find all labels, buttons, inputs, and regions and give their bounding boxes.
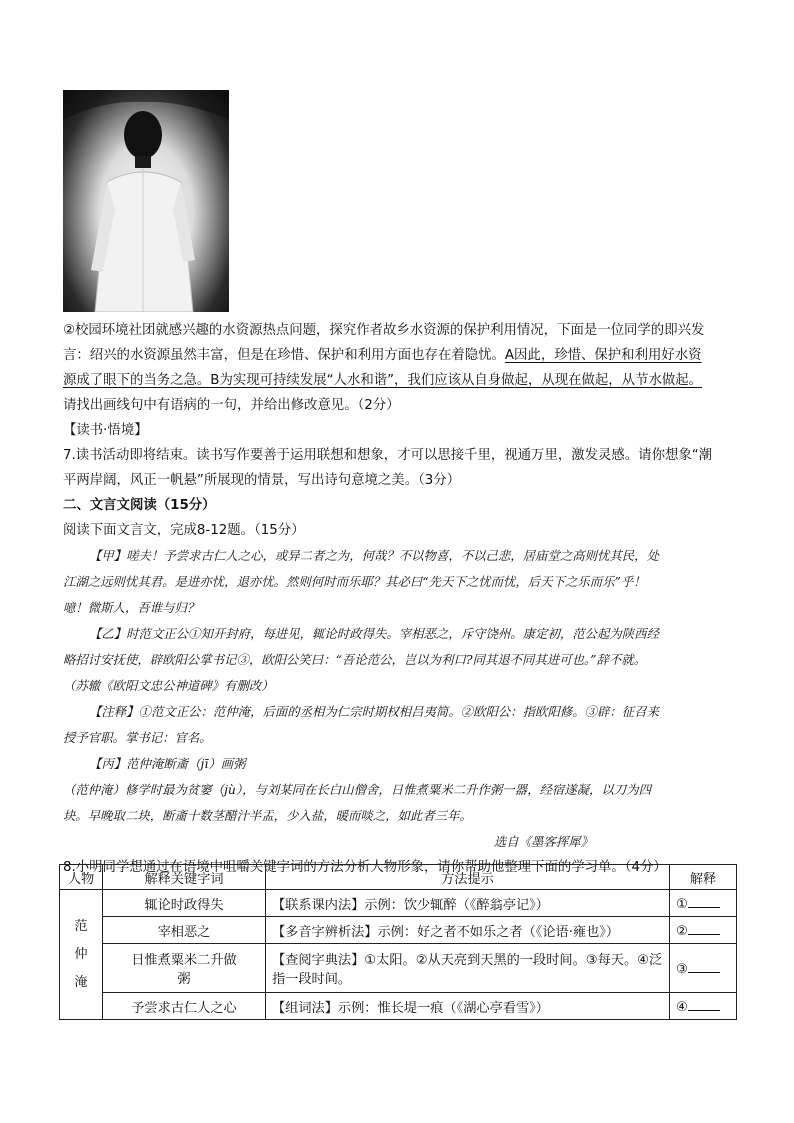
key-word-cell: [103, 944, 266, 993]
study-worksheet-table: [59, 864, 737, 1020]
answer-number: ①: [676, 896, 688, 912]
method-hint-cell: 【联系课内法】示例：饮少辄醉（《醉翁亭记》）: [266, 890, 670, 917]
passage-jia-line: 【甲】嗟夫！予尝求古仁人之心，或异二者之为，何哉？不以物喜，不以己悲，居庙堂之高则忧其民，处: [89, 548, 659, 563]
table-header: 解释: [670, 865, 737, 890]
passage-jia-line: 噫！微斯人，吾谁与归？: [63, 600, 200, 615]
passage-yi-line: 略招讨安抚使，辟欧阳公掌书记③，欧阳公笑曰：“吾论范公，岂以为利口?同其退不同其进可也。”辞不就。: [63, 652, 647, 667]
q6-underlined-sentence: 源成了眼下的当务之急。B为实现可持续发展“人水和谐”，我们应该从自身做起，从现在做起，从节水做起。: [63, 373, 703, 388]
person-char: 范: [74, 918, 88, 934]
answer-blank[interactable]: [688, 895, 720, 908]
q6-question: 请找出画线句中有语病的一句，并给出修改意见。（2分）: [63, 398, 400, 413]
portrait-figure-icon: [63, 90, 229, 312]
section-title: 二、文言文阅读（15分）: [63, 498, 216, 513]
classical-passages: [63, 543, 743, 855]
q6-underlined-sentence: A因此，珍惜、保护和利用好水资: [504, 348, 702, 363]
q7-line: 平两岸阔，风正一帆悬”所展现的情景，写出诗句意境之美。（3分）: [63, 473, 461, 488]
section-intro: 阅读下面文言文，完成8-12题。（15分）: [63, 523, 305, 538]
answer-number: ②: [676, 923, 688, 939]
table-header: 人物: [60, 865, 103, 890]
passage-yi-line: 【乙】时范文正公①知开封府，每进见，辄论时政得失。宰相恶之，斥守饶州。康定初，范公起为陕西经: [89, 626, 659, 641]
key-word-line: 日惟煮粟米二升做: [131, 953, 237, 968]
key-word-cell: 予尝求古仁人之心: [103, 993, 266, 1020]
portrait-photo: [63, 90, 229, 312]
method-hint-cell: 【组词法】示例：惟长堤一痕（《湖心亭看雪》）: [266, 993, 670, 1020]
table-row: [60, 944, 737, 993]
passage-jia-line: 江湖之远则忧其君。是进亦忧，退亦忧。然则何时而乐耶？其必曰“先天下之忧而忧，后天下之乐而乐”乎！: [63, 574, 646, 589]
answer-cell[interactable]: [670, 917, 737, 944]
q8-prompt: 8.小明同学想通过在语境中咀嚼关键字词的方法分析人物形象，请你帮助他整理下面的学习单。（4分）: [63, 860, 667, 875]
person-char: 仲: [74, 946, 88, 962]
person-cell: [60, 890, 103, 1020]
q6-line: ②校园环境社团就感兴趣的水资源热点问题，探究作者故乡水资源的保护利用情况，下面是一位同学的即兴发: [63, 323, 705, 338]
q6-line: [63, 343, 743, 368]
answer-blank[interactable]: [688, 998, 720, 1011]
answer-blank[interactable]: [688, 922, 720, 935]
passage-bing-title: 【丙】范仲淹断齑（jī）画粥: [89, 756, 246, 771]
passage-yi-source: （苏辙《欧阳文忠公神道碑》有删改）: [63, 678, 274, 693]
method-hint-cell: [266, 944, 670, 993]
key-word-cell: 辄论时政得失: [103, 890, 266, 917]
table-header-row: [60, 865, 737, 890]
notes-line: 【注释】①范文正公：范仲淹，后面的丞相为仁宗时期权相吕夷简。②欧阳公：指欧阳修。③辟：征召来: [89, 704, 659, 719]
q6-text: 言：绍兴的水资源虽然丰富，但是在珍惜、保护和利用方面也存在着隐忧。: [63, 348, 505, 363]
answer-cell[interactable]: [670, 944, 737, 993]
method-hint-line: 指一段时间。: [272, 972, 352, 987]
method-hint-cell: 【多音字辨析法】示例：好之者不如乐之者（《论语·雍也》）: [266, 917, 670, 944]
table-row: [60, 917, 737, 944]
answer-cell[interactable]: [670, 993, 737, 1020]
answer-blank[interactable]: [688, 960, 720, 973]
table-row: [60, 993, 737, 1020]
table-header: 方法提示: [266, 865, 670, 890]
reading-section-tag: 【读书·悟境】: [63, 423, 148, 438]
passage-bing-source: 选自《墨客挥犀》: [493, 834, 593, 849]
method-hint-line: 【查阅字典法】①太阳。②从天亮到天黑的一段时间。③每天。④泛: [272, 953, 663, 968]
passage-bing-line: （范仲淹）修学时最为贫窭（jù），与刘某同在长白山僧舍，日惟煮粟米二升作粥一器，经宿遂凝，以刀为四: [63, 782, 651, 797]
table-header: 解释关键字词: [103, 865, 266, 890]
answer-cell[interactable]: [670, 890, 737, 917]
q7-line: 7.读书活动即将结束。读书写作要善于运用联想和想象，才可以思接千里，视通万里，激发灵感。请你想象“潮: [63, 448, 713, 463]
answer-number: ③: [676, 961, 688, 977]
notes-line: 授予官职。掌书记：官名。: [63, 730, 212, 745]
answer-number: ④: [676, 999, 688, 1015]
table-row: [60, 890, 737, 917]
key-word-line: 粥: [177, 972, 191, 987]
key-word-cell: 宰相恶之: [103, 917, 266, 944]
person-char: 淹: [74, 974, 88, 990]
question-block: [63, 318, 743, 880]
passage-bing-line: 块。早晚取二块，断齑十数茎醋汁半盂，少入盐，暖而啖之，如此者三年。: [63, 808, 472, 823]
